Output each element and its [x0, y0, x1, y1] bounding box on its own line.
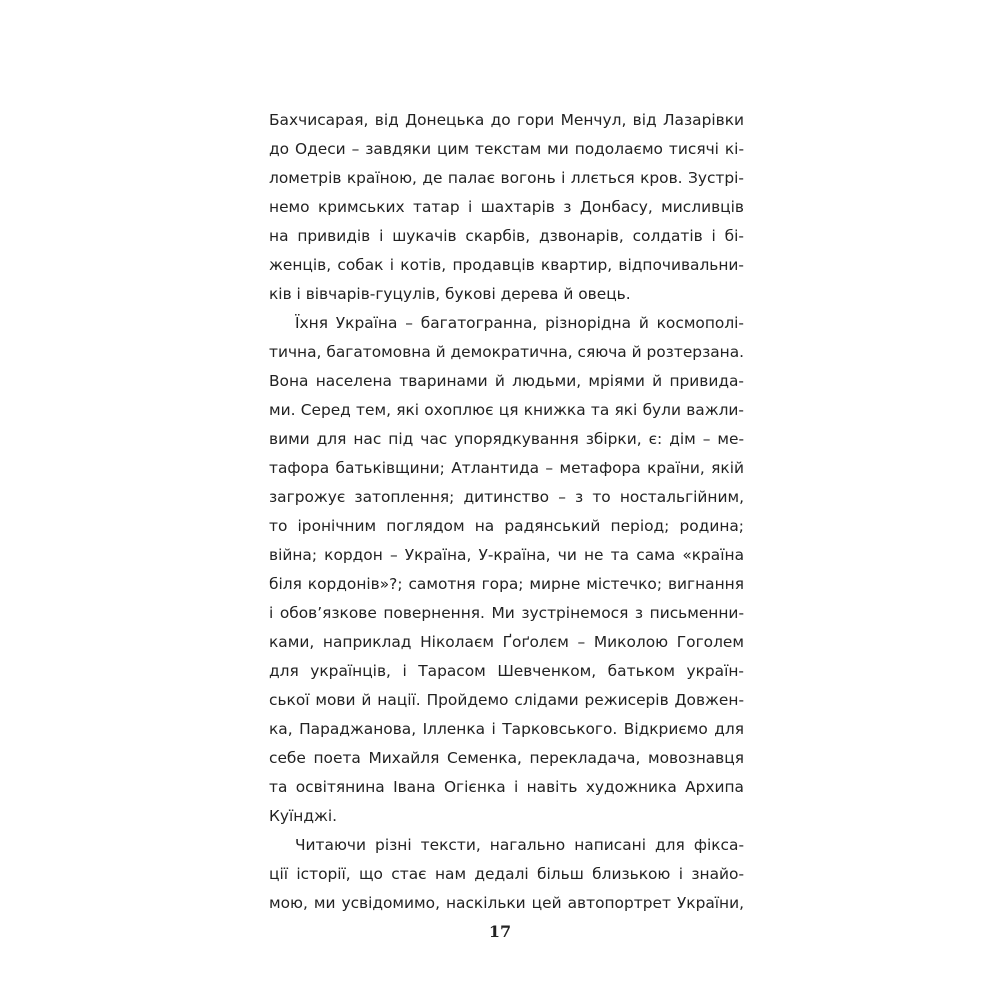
text-line: загрожує затоплення; дитинство – з то ностальгійним,	[269, 488, 744, 506]
text-line: для українців, і Тарасом Шевченком, батьком україн-	[269, 662, 744, 680]
text-line: тафора батьківщини; Атлантида – метафора країни, якій	[269, 459, 744, 477]
text-line: мою, ми усвідомимо, наскільки цей автопортрет України,	[269, 894, 744, 912]
text-line: Їхня Україна – багатогранна, різнорідна й космополі-	[295, 314, 744, 332]
text-line: ками, наприклад Ніколаєм Ґоґолєм – Миколою Гоголем	[269, 633, 744, 651]
text-line: Читаючи різні тексти, нагально написані для фікса-	[295, 836, 744, 854]
text-line: Вона населена тваринами й людьми, мріями й привида-	[269, 372, 744, 390]
text-line: ми. Серед тем, які охоплює ця книжка та які були важли-	[269, 401, 744, 419]
text-line: лометрів країною, де палає вогонь і ллється кров. Зустрі-	[269, 169, 744, 187]
text-line: себе поета Михайля Семенка, перекладача, мовознавця	[269, 749, 744, 767]
text-line: вими для нас під час упорядкування збірки, є: дім – ме-	[269, 430, 744, 448]
text-line: женців, собак і котів, продавців квартир, відпочивальни-	[269, 256, 744, 274]
text-line: ків і вівчарів-гуцулів, букові дерева й овець.	[269, 285, 631, 303]
text-line: немо кримських татар і шахтарів з Донбасу, мисливців	[269, 198, 744, 216]
body-text	[269, 106, 744, 918]
text-line: і обов’язкове повернення. Ми зустрінемося з письменни-	[269, 604, 744, 622]
text-line: та освітянина Івана Огієнка і навіть художника Архипа	[269, 778, 744, 796]
text-line: Куїнджі.	[269, 807, 338, 825]
text-line: війна; кордон – Україна, У-країна, чи не та сама «країна	[269, 546, 744, 564]
text-line: ської мови й нації. Пройдемо слідами режисерів Довжен-	[269, 691, 744, 709]
text-line: на привидів і шукачів скарбів, дзвонарів, солдатів і бі-	[269, 227, 744, 245]
text-line: Бахчисарая, від Донецька до гори Менчул, від Лазарівки	[269, 111, 744, 129]
text-line: ка, Параджанова, Ілленка і Тарковського. Відкриємо для	[269, 720, 744, 738]
text-line: ції історії, що стає нам дедалі більш близькою і знайо-	[269, 865, 744, 883]
page-number: 17	[488, 922, 512, 941]
text-line: до Одеси – завдяки цим текстам ми подолаємо тисячі кі-	[269, 140, 744, 158]
text-line: то іронічним поглядом на радянський період; родина;	[269, 517, 744, 535]
text-line: тична, багатомовна й демократична, сяюча й розтерзана.	[269, 343, 744, 361]
text-line: біля кордонів»?; самотня гора; мирне містечко; вигнання	[269, 575, 744, 593]
